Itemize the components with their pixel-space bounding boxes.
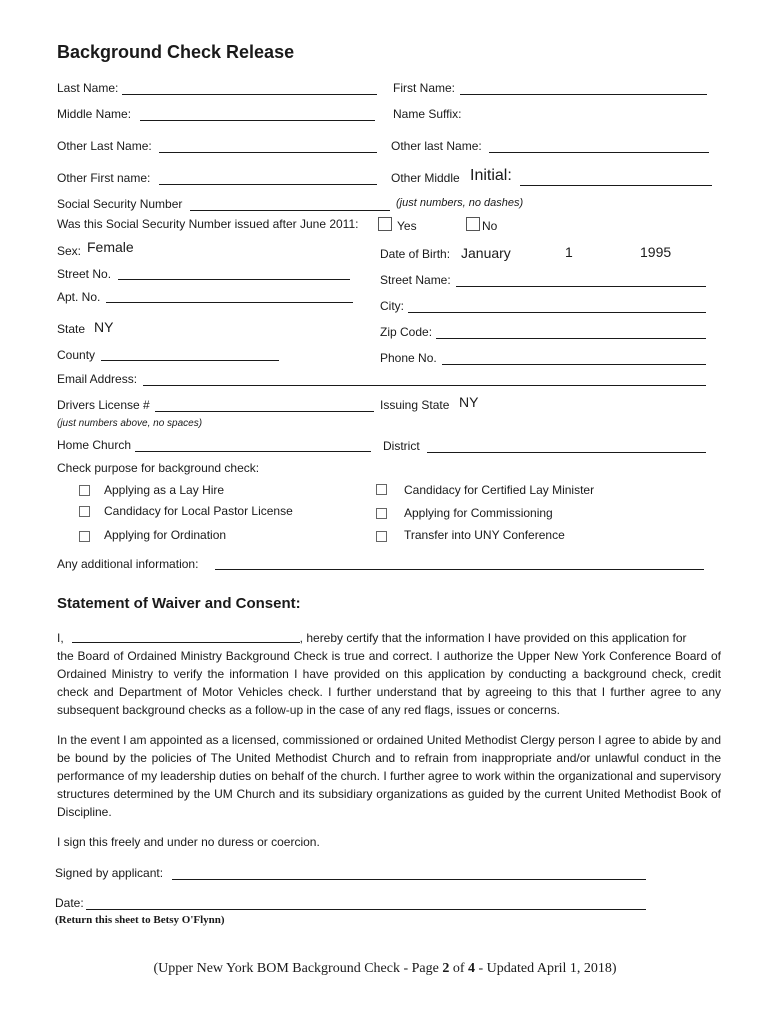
middle-name-field[interactable] [140,120,375,121]
home-church-label: Home Church [57,438,132,452]
transfer-label: Transfer into UNY Conference [404,528,565,542]
certified-lay-minister-checkbox[interactable] [376,484,387,495]
ssn-field[interactable] [190,210,390,211]
local-pastor-label: Candidacy for Local Pastor License [104,504,293,518]
ordination-checkbox[interactable] [79,531,90,542]
last-name-field[interactable] [122,94,377,95]
first-name-field[interactable] [460,94,707,95]
lay-hire-checkbox[interactable] [79,485,90,496]
city-field[interactable] [408,312,706,313]
signature-field[interactable] [172,879,646,880]
local-pastor-checkbox[interactable] [79,506,90,517]
other-last-name-label: Other Last Name: [57,139,152,153]
zip-field[interactable] [436,338,706,339]
waiver-body-1: the Board of Ordained Ministry Background Check is true and correct. I authorize the Upper New York Conference Board of Ordained Ministry to verify the information I have provided on this application by conducting a background check, credit check and Department of Motor Vehicles check. I further understand that by agreeing to this that I further agree to any subsequent background checks as a follow-up in the case of any red flags, issues or concerns. [57,649,721,717]
waiver-paragraph-1 [57,629,721,719]
footer-text-pre: (Upper New York BOM Background Check - Page [153,961,443,976]
ssn-no-label: No [482,219,498,233]
other-middle-initial-field[interactable] [520,185,712,186]
ssn-question: Was this Social Security Number issued after June 2011: [57,217,359,231]
commissioning-label: Applying for Commissioning [404,506,553,520]
other-first-name-field[interactable] [159,184,377,185]
transfer-checkbox[interactable] [376,531,387,542]
phone-label: Phone No. [380,351,437,365]
waiver-i: I, [57,631,64,645]
home-church-field[interactable] [135,451,371,452]
issuing-state-value[interactable]: NY [459,394,479,410]
sex-value[interactable]: Female [87,239,134,255]
footer-of: of [449,961,469,976]
other-first-name-label: Other First name: [57,171,151,185]
state-label: State [57,322,86,336]
ssn-yes-label: Yes [397,219,417,233]
apt-no-label: Apt. No. [57,290,101,304]
page-title: Background Check Release [57,42,295,62]
footer-page-total: 4 [468,961,476,976]
district-label: District [383,439,420,453]
ssn-note: (just numbers, no dashes) [396,197,524,209]
ssn-yes-checkbox[interactable] [378,217,392,231]
dob-month-value[interactable]: January [461,245,511,261]
dob-year-value[interactable]: 1995 [640,244,672,260]
footer-text-post: - Updated April 1, 2018) [475,961,617,976]
waiver-heading: Statement of Waiver and Consent: [57,595,301,612]
ssn-label: Social Security Number [57,197,183,211]
other-middle-label: Other Middle [391,171,460,185]
email-field[interactable] [143,385,706,386]
dob-day-value[interactable]: 1 [565,244,573,260]
sex-label: Sex: [57,244,82,258]
other-last-name-field-2[interactable] [489,152,709,153]
date-label: Date: [55,896,84,910]
certified-lay-minister-label: Candidacy for Certified Lay Minister [404,483,595,497]
first-name-label: First Name: [393,81,456,95]
commissioning-checkbox[interactable] [376,508,387,519]
street-name-field[interactable] [456,286,706,287]
district-field[interactable] [427,452,706,453]
street-no-field[interactable] [118,279,350,280]
apt-no-field[interactable] [106,302,353,303]
ssn-no-checkbox[interactable] [466,217,480,231]
other-last-name-label-2: Other last Name: [391,139,482,153]
waiver-name-field[interactable] [72,642,300,643]
waiver-line1-rest: , hereby certify that the information I have provided on this application for [299,631,687,645]
middle-name-label: Middle Name: [57,107,132,121]
zip-label: Zip Code: [380,325,433,339]
email-label: Email Address: [57,372,138,386]
county-field[interactable] [101,360,279,361]
city-label: City: [380,299,404,313]
street-no-label: Street No. [57,267,112,281]
other-last-name-field[interactable] [159,152,377,153]
dl-note: (just numbers above, no spaces) [57,418,203,429]
waiver-paragraph-3: I sign this freely and under no duress or coercion. [57,835,320,849]
street-name-label: Street Name: [380,273,451,287]
dob-label: Date of Birth: [380,247,451,261]
drivers-license-label: Drivers License # [57,398,150,412]
issuing-state-label: Issuing State [380,398,450,412]
last-name-label: Last Name: [57,81,119,95]
signed-label: Signed by applicant: [55,866,164,880]
page-footer [0,961,770,977]
date-field[interactable] [86,909,646,910]
additional-info-label: Any additional information: [57,557,199,571]
drivers-license-field[interactable] [155,411,374,412]
additional-info-field[interactable] [215,569,704,570]
return-note: (Return this sheet to Betsy O'Flynn) [55,914,225,926]
lay-hire-label: Applying as a Lay Hire [104,483,225,497]
county-label: County [57,348,96,362]
state-value[interactable]: NY [94,319,114,335]
purpose-heading: Check purpose for background check: [57,461,260,475]
other-middle-initial-label: Initial: [470,167,512,184]
waiver-paragraph-2: In the event I am appointed as a licensed, commissioned or ordained United Methodist Clergy person I agree to abide by and be bound by the policies of The United Methodist Church and to refrain from inappropriate and/or unlawful conduct in the performance of my leadership duties on behalf of the church. I further agree to work within the organizational and supervisory structures determined by the UM Church and its subsidiary organizations as guided by the current United Methodist Book of Discipline. [57,733,721,819]
name-suffix-label: Name Suffix: [393,107,462,121]
footer-page-number: 2 [442,961,450,976]
phone-field[interactable] [442,364,706,365]
ordination-label: Applying for Ordination [104,528,227,542]
